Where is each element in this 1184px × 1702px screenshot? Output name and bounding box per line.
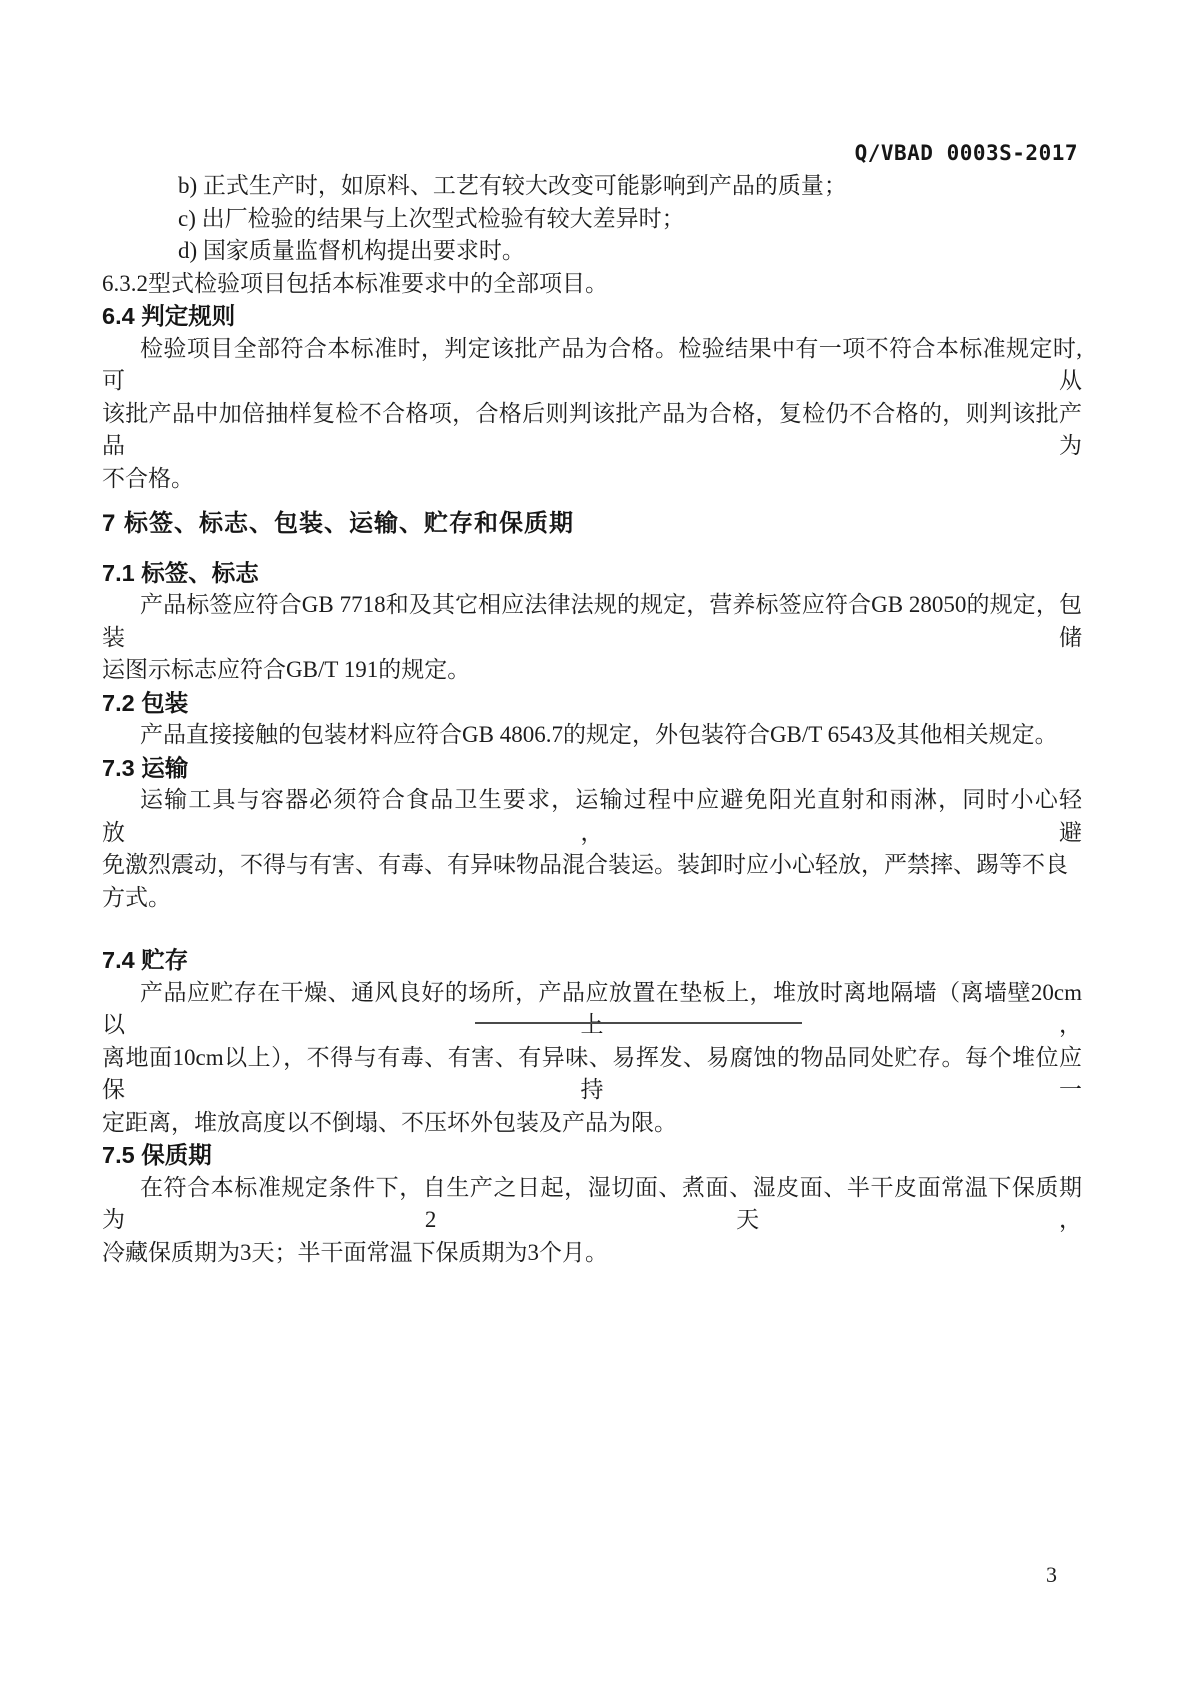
para-7-4-line-3: 定距离，堆放高度以不倒塌、不压坏外包装及产品为限。 <box>102 1109 677 1135</box>
heading-7-1: 7.1 标签、标志 <box>102 559 259 586</box>
para-6-4-line-1: 检验项目全部符合本标准时，判定该批产品为合格。检验结果中有一项不符合本标准规定时,可从 <box>102 335 1082 393</box>
doc-number: Q/VBAD 0003S-2017 <box>854 141 1078 165</box>
heading-7: 7 标签、标志、包装、运输、贮存和保质期 <box>102 510 575 537</box>
page-number: 3 <box>1046 1562 1057 1587</box>
para-7-4-line-1: 产品应贮存在干燥、通风良好的场所，产品应放置在垫板上，堆放时离地隔墙（离墙壁20cm以上， <box>102 979 1082 1037</box>
para-7-1-line-1: 产品标签应符合GB 7718和及其它相应法律法规的规定，营养标签应符合GB 28050的规定，包装储 <box>102 592 1082 650</box>
para-7-1-line-2: 运图示标志应符合GB/T 191的规定。 <box>102 657 471 682</box>
heading-7-2: 7.2 包装 <box>102 689 189 716</box>
heading-7-5: 7.5 保质期 <box>102 1142 212 1168</box>
para-7-5-line-1: 在符合本标准规定条件下，自生产之日起，湿切面、煮面、湿皮面、半干皮面常温下保质期为2天， <box>102 1174 1082 1232</box>
heading-6-4: 6.4 判定规则 <box>102 303 236 329</box>
para-7-4-line-2: 离地面10cm以上），不得与有毒、有害、有异味、易挥发、易腐蚀的物品同处贮存。每个堆位应保持一 <box>102 1044 1082 1102</box>
para-7-3-line-2: 免激烈震动，不得与有害、有毒、有异味物品混合装运。装卸时应小心轻放，严禁摔、踢等不良方式。 <box>102 852 1068 910</box>
list-item-b: b) 正式生产时，如原料、工艺有较大改变可能影响到产品的质量； <box>178 173 847 198</box>
end-divider-line <box>475 1022 802 1024</box>
para-7-5-line-2: 冷藏保质期为3天；半干面常温下保质期为3个月。 <box>102 1239 608 1265</box>
document-body <box>102 170 1082 1269</box>
list-item-d: d) 国家质量监督机构提出要求时。 <box>178 238 525 263</box>
clause-6-3-2: 6.3.2型式检验项目包括本标准要求中的全部项目。 <box>102 270 608 296</box>
para-7-2-line-1: 产品直接接触的包装材料应符合GB 4806.7的规定，外包装符合GB/T 6543及其他相关规定。 <box>140 722 1058 747</box>
para-6-4-line-2: 该批产品中加倍抽样复检不合格项，合格后则判该批产品为合格，复检仍不合格的，则判该批产品为 <box>102 400 1082 458</box>
para-7-3-line-1: 运输工具与容器必须符合食品卫生要求，运输过程中应避免阳光直射和雨淋，同时小心轻放，避 <box>102 787 1082 845</box>
heading-7-4: 7.4 贮存 <box>102 947 189 973</box>
para-6-4-line-3: 不合格。 <box>102 465 194 491</box>
heading-7-3: 7.3 运输 <box>102 754 189 781</box>
list-item-c: c) 出厂检验的结果与上次型式检验有较大差异时； <box>178 205 685 231</box>
